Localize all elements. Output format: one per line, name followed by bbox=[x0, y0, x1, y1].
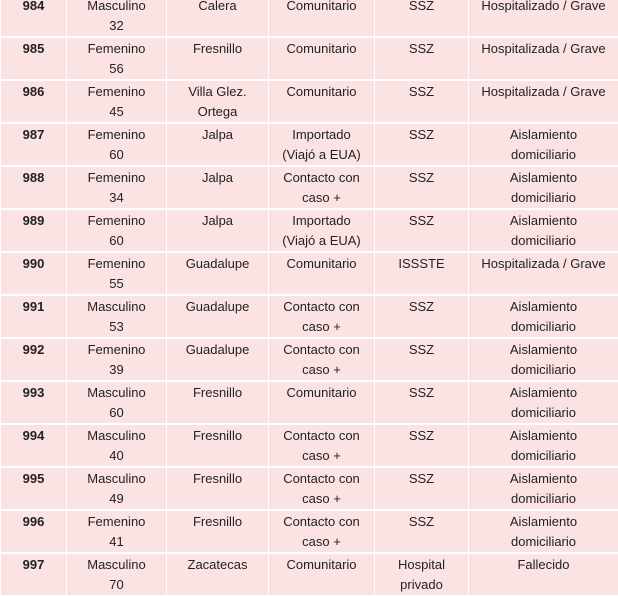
case-type-text: caso + bbox=[271, 360, 372, 380]
status-text: Hospitalizado / Grave bbox=[471, 0, 616, 16]
municipality-text: Zacatecas bbox=[169, 555, 266, 575]
case-number: 995 bbox=[3, 469, 64, 489]
case-number: 996 bbox=[3, 512, 64, 532]
status-text: Aislamiento bbox=[471, 297, 616, 317]
cases-table-body bbox=[1, 0, 618, 596]
institution-text: privado bbox=[377, 575, 466, 595]
status-cell bbox=[469, 209, 618, 252]
case-type-cell bbox=[269, 252, 375, 295]
age-text: 70 bbox=[69, 575, 164, 595]
age-text: 41 bbox=[69, 532, 164, 552]
case-type-cell bbox=[269, 424, 375, 467]
institution-cell bbox=[375, 467, 469, 510]
case-type-text: Contacto con bbox=[271, 168, 372, 188]
status-text: Fallecido bbox=[471, 555, 616, 575]
institution-text: SSZ bbox=[377, 383, 466, 403]
sex-age-cell bbox=[67, 37, 167, 80]
status-cell bbox=[469, 338, 618, 381]
case-number-cell bbox=[1, 166, 67, 209]
municipality-cell bbox=[167, 424, 269, 467]
municipality-text: Jalpa bbox=[169, 168, 266, 188]
status-cell bbox=[469, 295, 618, 338]
sex-text: Femenino bbox=[69, 512, 164, 532]
case-type-cell bbox=[269, 295, 375, 338]
status-text: Aislamiento bbox=[471, 469, 616, 489]
case-number-cell bbox=[1, 123, 67, 166]
status-text: Hospitalizada / Grave bbox=[471, 39, 616, 59]
status-cell bbox=[469, 424, 618, 467]
institution-cell bbox=[375, 37, 469, 80]
municipality-text: Calera bbox=[169, 0, 266, 16]
municipality-cell bbox=[167, 338, 269, 381]
institution-cell bbox=[375, 424, 469, 467]
age-text: 55 bbox=[69, 274, 164, 294]
table-row bbox=[1, 80, 618, 123]
case-number: 985 bbox=[3, 39, 64, 59]
sex-age-cell bbox=[67, 381, 167, 424]
institution-cell bbox=[375, 381, 469, 424]
municipality-text: Fresnillo bbox=[169, 383, 266, 403]
age-text: 39 bbox=[69, 360, 164, 380]
municipality-text: Ortega bbox=[169, 102, 266, 122]
municipality-cell bbox=[167, 166, 269, 209]
sex-text: Femenino bbox=[69, 82, 164, 102]
institution-text: SSZ bbox=[377, 82, 466, 102]
institution-text: SSZ bbox=[377, 0, 466, 16]
municipality-cell bbox=[167, 0, 269, 37]
institution-cell bbox=[375, 166, 469, 209]
case-type-cell bbox=[269, 381, 375, 424]
case-number-cell bbox=[1, 381, 67, 424]
institution-cell bbox=[375, 252, 469, 295]
case-type-cell bbox=[269, 338, 375, 381]
case-number: 993 bbox=[3, 383, 64, 403]
institution-text: SSZ bbox=[377, 297, 466, 317]
municipality-text: Jalpa bbox=[169, 125, 266, 145]
institution-text: SSZ bbox=[377, 211, 466, 231]
table-row bbox=[1, 510, 618, 553]
status-cell bbox=[469, 80, 618, 123]
municipality-text: Villa Glez. bbox=[169, 82, 266, 102]
case-type-text: (Viajó a EUA) bbox=[271, 145, 372, 165]
case-type-text: Comunitario bbox=[271, 555, 372, 575]
case-type-text: Importado bbox=[271, 125, 372, 145]
status-text: domiciliario bbox=[471, 360, 616, 380]
status-text: domiciliario bbox=[471, 403, 616, 423]
status-text: Hospitalizada / Grave bbox=[471, 82, 616, 102]
case-number-cell bbox=[1, 467, 67, 510]
municipality-cell bbox=[167, 510, 269, 553]
sex-age-cell bbox=[67, 424, 167, 467]
case-type-text: Contacto con bbox=[271, 340, 372, 360]
status-text: Aislamiento bbox=[471, 125, 616, 145]
case-type-cell bbox=[269, 80, 375, 123]
municipality-cell bbox=[167, 252, 269, 295]
municipality-text: Fresnillo bbox=[169, 512, 266, 532]
case-number-cell bbox=[1, 252, 67, 295]
case-number-cell bbox=[1, 80, 67, 123]
sex-age-cell bbox=[67, 252, 167, 295]
case-type-text: Comunitario bbox=[271, 383, 372, 403]
institution-cell bbox=[375, 80, 469, 123]
case-type-text: Comunitario bbox=[271, 0, 372, 16]
case-number-cell bbox=[1, 553, 67, 596]
municipality-text: Fresnillo bbox=[169, 469, 266, 489]
case-type-text: Comunitario bbox=[271, 82, 372, 102]
status-text: domiciliario bbox=[471, 532, 616, 552]
table-row bbox=[1, 338, 618, 381]
sex-age-cell bbox=[67, 209, 167, 252]
municipality-text: Jalpa bbox=[169, 211, 266, 231]
municipality-cell bbox=[167, 381, 269, 424]
status-text: Aislamiento bbox=[471, 340, 616, 360]
age-text: 40 bbox=[69, 446, 164, 466]
case-type-cell bbox=[269, 0, 375, 37]
case-type-text: Importado bbox=[271, 211, 372, 231]
case-type-text: Contacto con bbox=[271, 426, 372, 446]
sex-age-cell bbox=[67, 166, 167, 209]
age-text: 60 bbox=[69, 231, 164, 251]
case-number-cell bbox=[1, 295, 67, 338]
institution-text: SSZ bbox=[377, 469, 466, 489]
case-type-cell bbox=[269, 209, 375, 252]
status-text: Aislamiento bbox=[471, 383, 616, 403]
case-type-text: caso + bbox=[271, 532, 372, 552]
table-row bbox=[1, 467, 618, 510]
sex-text: Femenino bbox=[69, 168, 164, 188]
age-text: 49 bbox=[69, 489, 164, 509]
status-cell bbox=[469, 37, 618, 80]
institution-cell bbox=[375, 295, 469, 338]
municipality-text: Guadalupe bbox=[169, 297, 266, 317]
status-cell bbox=[469, 510, 618, 553]
municipality-text: Guadalupe bbox=[169, 254, 266, 274]
sex-text: Femenino bbox=[69, 211, 164, 231]
status-cell bbox=[469, 123, 618, 166]
table-row bbox=[1, 553, 618, 596]
case-type-text: caso + bbox=[271, 446, 372, 466]
sex-age-cell bbox=[67, 123, 167, 166]
table-row bbox=[1, 123, 618, 166]
sex-text: Masculino bbox=[69, 0, 164, 16]
institution-text: SSZ bbox=[377, 340, 466, 360]
table-row bbox=[1, 209, 618, 252]
age-text: 56 bbox=[69, 59, 164, 79]
status-text: domiciliario bbox=[471, 145, 616, 165]
case-number: 988 bbox=[3, 168, 64, 188]
municipality-text: Fresnillo bbox=[169, 426, 266, 446]
sex-text: Femenino bbox=[69, 39, 164, 59]
status-text: domiciliario bbox=[471, 446, 616, 466]
sex-text: Masculino bbox=[69, 383, 164, 403]
status-text: Aislamiento bbox=[471, 211, 616, 231]
case-number: 990 bbox=[3, 254, 64, 274]
status-text: domiciliario bbox=[471, 231, 616, 251]
institution-text: SSZ bbox=[377, 168, 466, 188]
sex-age-cell bbox=[67, 295, 167, 338]
case-number: 986 bbox=[3, 82, 64, 102]
status-text: domiciliario bbox=[471, 317, 616, 337]
status-text: domiciliario bbox=[471, 489, 616, 509]
case-number: 989 bbox=[3, 211, 64, 231]
status-text: Aislamiento bbox=[471, 426, 616, 446]
table-row bbox=[1, 166, 618, 209]
case-type-cell bbox=[269, 37, 375, 80]
sex-text: Masculino bbox=[69, 469, 164, 489]
case-type-text: (Viajó a EUA) bbox=[271, 231, 372, 251]
age-text: 60 bbox=[69, 403, 164, 423]
table-row bbox=[1, 252, 618, 295]
case-number-cell bbox=[1, 209, 67, 252]
sex-text: Masculino bbox=[69, 426, 164, 446]
status-text: Aislamiento bbox=[471, 512, 616, 532]
institution-text: SSZ bbox=[377, 125, 466, 145]
age-text: 53 bbox=[69, 317, 164, 337]
municipality-cell bbox=[167, 37, 269, 80]
case-type-text: caso + bbox=[271, 188, 372, 208]
institution-cell bbox=[375, 209, 469, 252]
municipality-text: Guadalupe bbox=[169, 340, 266, 360]
sex-text: Femenino bbox=[69, 340, 164, 360]
status-text: domiciliario bbox=[471, 188, 616, 208]
case-type-cell bbox=[269, 553, 375, 596]
municipality-cell bbox=[167, 123, 269, 166]
institution-text: SSZ bbox=[377, 512, 466, 532]
table-row bbox=[1, 37, 618, 80]
sex-age-cell bbox=[67, 338, 167, 381]
sex-age-cell bbox=[67, 553, 167, 596]
case-type-text: Contacto con bbox=[271, 297, 372, 317]
status-cell bbox=[469, 467, 618, 510]
case-number: 987 bbox=[3, 125, 64, 145]
case-number-cell bbox=[1, 424, 67, 467]
municipality-cell bbox=[167, 295, 269, 338]
case-number: 994 bbox=[3, 426, 64, 446]
case-type-cell bbox=[269, 467, 375, 510]
case-number: 991 bbox=[3, 297, 64, 317]
sex-age-cell bbox=[67, 0, 167, 37]
status-cell bbox=[469, 166, 618, 209]
case-number-cell bbox=[1, 0, 67, 37]
status-cell bbox=[469, 0, 618, 37]
institution-cell bbox=[375, 553, 469, 596]
institution-cell bbox=[375, 123, 469, 166]
sex-text: Femenino bbox=[69, 125, 164, 145]
case-type-text: Comunitario bbox=[271, 39, 372, 59]
municipality-text: Fresnillo bbox=[169, 39, 266, 59]
age-text: 32 bbox=[69, 16, 164, 36]
municipality-cell bbox=[167, 209, 269, 252]
institution-cell bbox=[375, 338, 469, 381]
table-row bbox=[1, 424, 618, 467]
sex-text: Masculino bbox=[69, 555, 164, 575]
institution-text: ISSSTE bbox=[377, 254, 466, 274]
age-text: 60 bbox=[69, 145, 164, 165]
case-number: 984 bbox=[3, 0, 64, 16]
institution-cell bbox=[375, 0, 469, 37]
case-type-text: Contacto con bbox=[271, 512, 372, 532]
sex-text: Femenino bbox=[69, 254, 164, 274]
age-text: 34 bbox=[69, 188, 164, 208]
sex-age-cell bbox=[67, 467, 167, 510]
case-type-cell bbox=[269, 510, 375, 553]
case-type-cell bbox=[269, 166, 375, 209]
case-type-text: Comunitario bbox=[271, 254, 372, 274]
sex-age-cell bbox=[67, 80, 167, 123]
institution-text: SSZ bbox=[377, 426, 466, 446]
case-type-text: caso + bbox=[271, 317, 372, 337]
case-number: 992 bbox=[3, 340, 64, 360]
case-number-cell bbox=[1, 510, 67, 553]
status-cell bbox=[469, 553, 618, 596]
sex-text: Masculino bbox=[69, 297, 164, 317]
sex-age-cell bbox=[67, 510, 167, 553]
status-text: Hospitalizada / Grave bbox=[471, 254, 616, 274]
table-row bbox=[1, 0, 618, 37]
status-text: Aislamiento bbox=[471, 168, 616, 188]
status-cell bbox=[469, 252, 618, 295]
age-text: 45 bbox=[69, 102, 164, 122]
case-number-cell bbox=[1, 37, 67, 80]
table-row bbox=[1, 381, 618, 424]
municipality-cell bbox=[167, 467, 269, 510]
case-type-cell bbox=[269, 123, 375, 166]
institution-text: SSZ bbox=[377, 39, 466, 59]
case-number: 997 bbox=[3, 555, 64, 575]
case-type-text: caso + bbox=[271, 489, 372, 509]
case-type-text: Contacto con bbox=[271, 469, 372, 489]
institution-text: Hospital bbox=[377, 555, 466, 575]
municipality-cell bbox=[167, 80, 269, 123]
case-number-cell bbox=[1, 338, 67, 381]
municipality-cell bbox=[167, 553, 269, 596]
institution-cell bbox=[375, 510, 469, 553]
table-row bbox=[1, 295, 618, 338]
status-cell bbox=[469, 381, 618, 424]
